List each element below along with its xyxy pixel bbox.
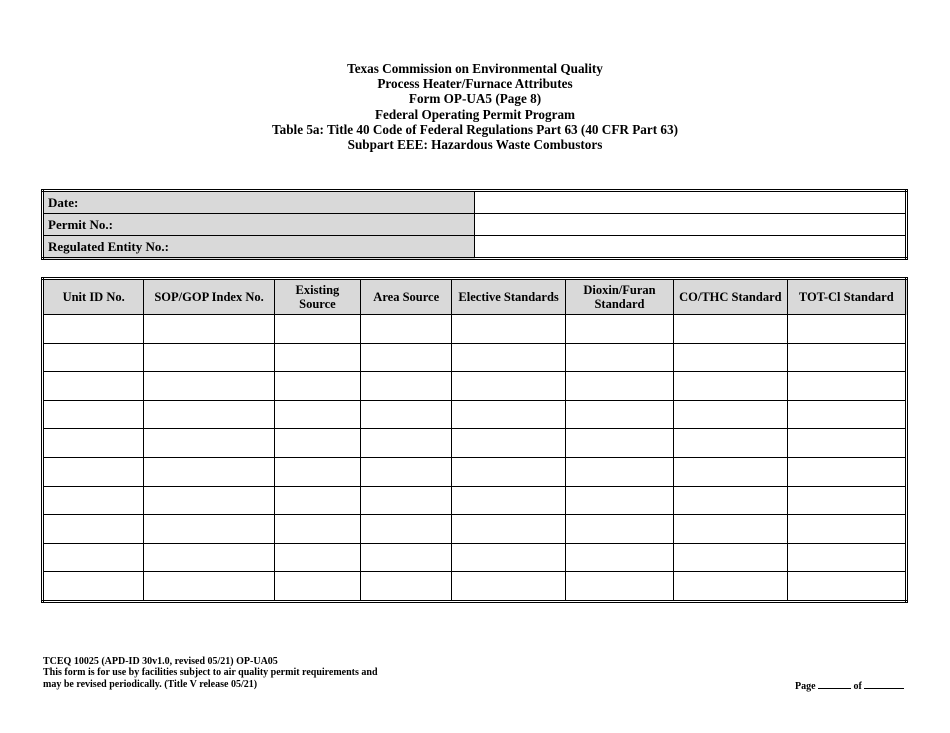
cell-area-source[interactable] (361, 572, 452, 602)
date-label: Date: (43, 191, 475, 214)
cell-existing-source[interactable] (274, 343, 360, 372)
cell-dioxin-furan-standard[interactable] (565, 572, 673, 602)
cell-existing-source[interactable] (274, 315, 360, 344)
cell-dioxin-furan-standard[interactable] (565, 429, 673, 458)
cell-co-thc-standard[interactable] (674, 315, 787, 344)
column-header-elective-standards: Elective Standards (452, 279, 565, 315)
cell-unit-id[interactable] (43, 315, 144, 344)
program-name: Federal Operating Permit Program (374, 106, 576, 122)
cell-sop-gop-index[interactable] (144, 457, 274, 486)
cell-dioxin-furan-standard[interactable] (565, 515, 673, 544)
form-subject: Process Heater/Furnace Attributes (377, 76, 573, 92)
cell-area-source[interactable] (361, 543, 452, 572)
cell-dioxin-furan-standard[interactable] (565, 543, 673, 572)
cell-unit-id[interactable] (43, 457, 144, 486)
cell-elective-standards[interactable] (452, 457, 565, 486)
cell-sop-gop-index[interactable] (144, 315, 274, 344)
column-header-co-thc-standard: CO/THC Standard (674, 279, 787, 315)
cell-co-thc-standard[interactable] (674, 457, 787, 486)
cell-elective-standards[interactable] (452, 486, 565, 515)
cell-unit-id[interactable] (43, 429, 144, 458)
cell-elective-standards[interactable] (452, 343, 565, 372)
cell-tot-cl-standard[interactable] (787, 543, 906, 572)
cell-existing-source[interactable] (274, 457, 360, 486)
cell-tot-cl-standard[interactable] (787, 315, 906, 344)
table-row (43, 572, 907, 602)
cell-sop-gop-index[interactable] (144, 343, 274, 372)
cell-existing-source[interactable] (274, 486, 360, 515)
subpart-title: Subpart EEE: Hazardous Waste Combustors (347, 137, 603, 153)
cell-sop-gop-index[interactable] (144, 372, 274, 401)
table-row (43, 315, 907, 344)
entity-row (43, 236, 907, 259)
column-header-area-source: Area Source (361, 279, 452, 315)
page-number (795, 679, 904, 692)
cell-co-thc-standard[interactable] (674, 543, 787, 572)
column-header-existing-source: Existing Source (274, 279, 360, 315)
table-row (43, 486, 907, 515)
table-title: Table 5a: Title 40 Code of Federal Regulations Part 63 (40 CFR Part 63) (272, 121, 678, 137)
cell-tot-cl-standard[interactable] (787, 457, 906, 486)
page-total-field[interactable] (864, 679, 904, 689)
cell-unit-id[interactable] (43, 400, 144, 429)
column-header-tot-cl-standard: TOT-Cl Standard (787, 279, 906, 315)
of-label: of (853, 681, 862, 692)
cell-unit-id[interactable] (43, 572, 144, 602)
cell-elective-standards[interactable] (452, 400, 565, 429)
cell-co-thc-standard[interactable] (674, 343, 787, 372)
regulated-entity-label: Regulated Entity No.: (43, 236, 475, 259)
cell-unit-id[interactable] (43, 486, 144, 515)
column-header-unit-id: Unit ID No. (43, 279, 144, 315)
table-header-row (43, 279, 907, 315)
table-row (43, 343, 907, 372)
cell-dioxin-furan-standard[interactable] (565, 457, 673, 486)
cell-sop-gop-index[interactable] (144, 429, 274, 458)
cell-co-thc-standard[interactable] (674, 515, 787, 544)
table-row (43, 457, 907, 486)
cell-area-source[interactable] (361, 372, 452, 401)
cell-elective-standards[interactable] (452, 429, 565, 458)
date-field[interactable] (475, 191, 907, 214)
agency-title: Texas Commission on Environmental Quality (347, 61, 603, 76)
form-footer (43, 656, 378, 690)
cell-co-thc-standard[interactable] (674, 486, 787, 515)
cell-elective-standards[interactable] (452, 372, 565, 401)
table-row (43, 515, 907, 544)
permit-row (43, 214, 907, 236)
cell-unit-id[interactable] (43, 543, 144, 572)
cell-tot-cl-standard[interactable] (787, 400, 906, 429)
cell-elective-standards[interactable] (452, 572, 565, 602)
cell-dioxin-furan-standard[interactable] (565, 315, 673, 344)
regulated-entity-field[interactable] (475, 236, 907, 259)
column-header-dioxin-furan-standard: Dioxin/Furan Standard (565, 279, 673, 315)
permit-info-table (41, 189, 908, 260)
cell-co-thc-standard[interactable] (674, 429, 787, 458)
cell-area-source[interactable] (361, 515, 452, 544)
cell-existing-source[interactable] (274, 372, 360, 401)
cell-dioxin-furan-standard[interactable] (565, 343, 673, 372)
cell-unit-id[interactable] (43, 515, 144, 544)
cell-elective-standards[interactable] (452, 543, 565, 572)
cell-area-source[interactable] (361, 429, 452, 458)
date-row (43, 191, 907, 214)
cell-existing-source[interactable] (274, 429, 360, 458)
cell-area-source[interactable] (361, 343, 452, 372)
cell-unit-id[interactable] (43, 343, 144, 372)
cell-area-source[interactable] (361, 486, 452, 515)
cell-co-thc-standard[interactable] (674, 572, 787, 602)
cell-sop-gop-index[interactable] (144, 400, 274, 429)
cell-existing-source[interactable] (274, 515, 360, 544)
cell-elective-standards[interactable] (452, 515, 565, 544)
cell-existing-source[interactable] (274, 400, 360, 429)
form-release-note: may be revised periodically. (Title V release 05/21) (43, 678, 258, 690)
cell-sop-gop-index[interactable] (144, 572, 274, 602)
cell-area-source[interactable] (361, 315, 452, 344)
page-number-field[interactable] (818, 679, 851, 689)
cell-co-thc-standard[interactable] (674, 372, 787, 401)
permit-number-label: Permit No.: (43, 214, 475, 236)
form-usage-note: This form is for use by facilities subject to air quality permit requirements and (43, 667, 378, 679)
cell-dioxin-furan-standard[interactable] (565, 486, 673, 515)
cell-sop-gop-index[interactable] (144, 515, 274, 544)
table-row (43, 543, 907, 572)
form-header (0, 61, 950, 152)
cell-area-source[interactable] (361, 400, 452, 429)
cell-area-source[interactable] (361, 457, 452, 486)
cell-dioxin-furan-standard[interactable] (565, 400, 673, 429)
form-revision: TCEQ 10025 (APD-ID 30v1.0, revised 05/21) OP-UA05 (43, 656, 278, 667)
attributes-table (41, 277, 908, 603)
form-id: Form OP-UA5 (Page 8) (408, 91, 542, 107)
cell-co-thc-standard[interactable] (674, 400, 787, 429)
cell-unit-id[interactable] (43, 372, 144, 401)
cell-tot-cl-standard[interactable] (787, 572, 906, 602)
cell-tot-cl-standard[interactable] (787, 486, 906, 515)
permit-number-field[interactable] (475, 214, 907, 236)
cell-elective-standards[interactable] (452, 315, 565, 344)
table-row (43, 429, 907, 458)
cell-tot-cl-standard[interactable] (787, 515, 906, 544)
cell-tot-cl-standard[interactable] (787, 372, 906, 401)
cell-existing-source[interactable] (274, 543, 360, 572)
cell-tot-cl-standard[interactable] (787, 343, 906, 372)
page-label: Page (795, 681, 816, 692)
table-body (43, 315, 907, 602)
cell-sop-gop-index[interactable] (144, 543, 274, 572)
table-row (43, 372, 907, 401)
column-header-sop-gop-index: SOP/GOP Index No. (144, 279, 274, 315)
cell-existing-source[interactable] (274, 572, 360, 602)
cell-tot-cl-standard[interactable] (787, 429, 906, 458)
cell-dioxin-furan-standard[interactable] (565, 372, 673, 401)
table-row (43, 400, 907, 429)
cell-sop-gop-index[interactable] (144, 486, 274, 515)
